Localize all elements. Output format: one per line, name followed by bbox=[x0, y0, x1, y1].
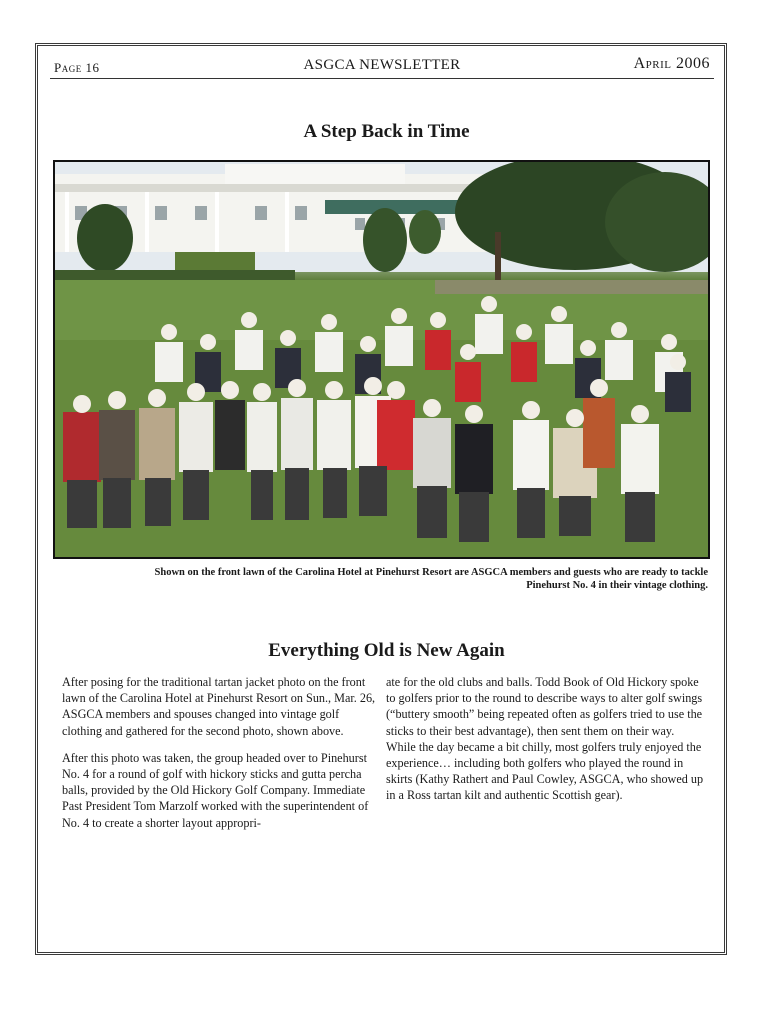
page-number: Page 16 bbox=[54, 60, 100, 75]
article-paragraph: ate for the old clubs and balls. Todd Book of Old Hickory spoke to golfers prior to the round to describe ways to alter golf swings (“buttery smooth” being repeated often as golfers tried to use the sticks to their best advantage), then sent them on their way. While the day became a bit chilly, most golfers truly enjoyed the experience… including both golfers who played the round in skirts (Kathy Rathert and Paul Cowley, ASGCA, who showed up in a Ross tartan kilt and authentic Scottish gear). bbox=[386, 675, 704, 803]
photo-caption bbox=[100, 566, 708, 592]
newsletter-title: ASGCA NEWSLETTER bbox=[303, 57, 461, 73]
group-photo bbox=[53, 160, 710, 559]
photo-caption-line-2: Pinehurst No. 4 in their vintage clothing. bbox=[526, 580, 708, 591]
photo-caption-line-1: Shown on the front lawn of the Carolina Hotel at Pinehurst Resort are ASGCA members and guests who are ready to tackle bbox=[154, 567, 708, 578]
article-column-2 bbox=[386, 674, 706, 815]
article-column-1 bbox=[62, 674, 382, 842]
section-title-step-back: A Step Back in Time bbox=[303, 121, 470, 142]
page-header bbox=[50, 54, 714, 79]
issue-date: April 2006 bbox=[633, 55, 710, 72]
article-paragraph: After posing for the traditional tartan jacket photo on the front lawn of the Carolina Hotel at Pinehurst Resort on Sun., Mar. 26, ASGCA members and spouses changed into vintage golf clothing and gathered for the second photo, shown above. bbox=[62, 675, 376, 738]
group-photo-illustration bbox=[55, 162, 710, 559]
section-title-everything-old: Everything Old is New Again bbox=[268, 640, 505, 661]
article-paragraph: After this photo was taken, the group headed over to Pinehurst No. 4 for a round of golf with hickory sticks and gutta percha balls, provided by the Old Hickory Golf Company. Immediate Past President Tom Marzolf worked with the superintendent of No. 4 to create a shorter layout appropri- bbox=[62, 750, 369, 830]
